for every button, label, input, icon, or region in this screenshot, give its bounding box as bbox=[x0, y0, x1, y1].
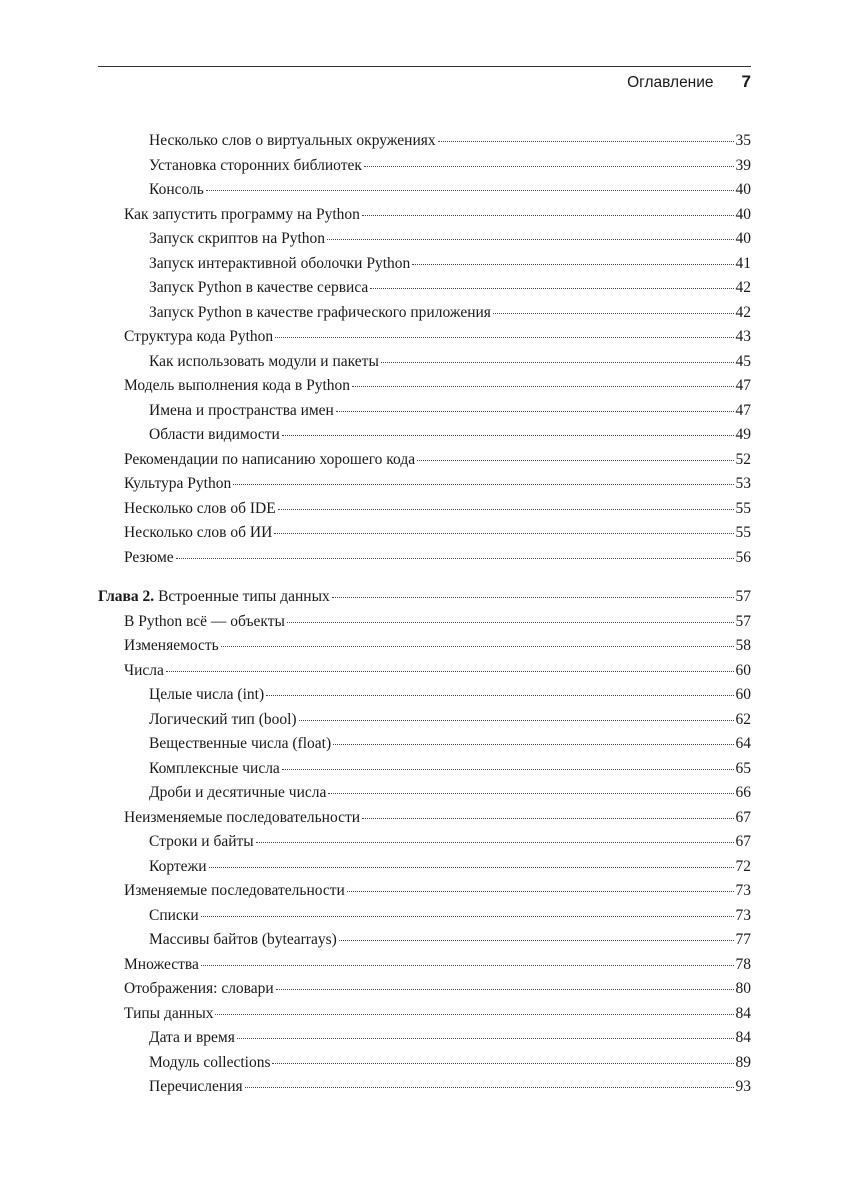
toc-entry-label: Перечисления bbox=[149, 1078, 243, 1095]
toc-entry bbox=[124, 522, 751, 544]
dot-leader bbox=[245, 1087, 734, 1088]
toc-entry bbox=[124, 807, 751, 829]
toc-entry-page: 66 bbox=[735, 784, 751, 801]
toc-entry bbox=[149, 1027, 751, 1049]
toc-entry-label: Культура Python bbox=[124, 475, 232, 492]
dot-leader bbox=[215, 1014, 733, 1015]
toc-entry-page: 93 bbox=[735, 1078, 751, 1095]
toc-entry bbox=[149, 709, 751, 731]
dot-leader bbox=[493, 313, 734, 314]
dot-leader bbox=[332, 597, 734, 598]
dot-leader bbox=[299, 720, 734, 721]
toc-entry bbox=[149, 351, 751, 373]
toc-entry-page: 72 bbox=[735, 857, 751, 875]
toc-entry-page: 57 bbox=[735, 612, 751, 630]
toc-entry bbox=[124, 375, 751, 397]
toc-entry-page: 35 bbox=[735, 132, 751, 149]
dot-leader bbox=[339, 940, 734, 941]
toc-entry bbox=[124, 660, 751, 682]
toc-entry bbox=[124, 473, 751, 495]
toc-entry-page: 84 bbox=[735, 1029, 751, 1046]
toc-entry bbox=[124, 880, 751, 902]
toc-entry-label: Модуль collections bbox=[149, 1053, 271, 1071]
toc-entry-label: В Python всё — объекты bbox=[124, 612, 285, 630]
dot-leader bbox=[347, 891, 734, 892]
toc-entry-label: Комплексные числа bbox=[149, 759, 280, 777]
toc-entry-label: Отображения: словари bbox=[124, 980, 274, 997]
toc-entry bbox=[149, 856, 751, 878]
chapter-title: Встроенные типы данных bbox=[158, 588, 330, 605]
toc-entry-page: 42 bbox=[735, 303, 751, 321]
page-number: 7 bbox=[741, 72, 751, 91]
dot-leader bbox=[266, 695, 733, 696]
toc-entry-page: 52 bbox=[735, 450, 751, 468]
dot-leader bbox=[206, 190, 734, 191]
dot-leader bbox=[333, 744, 733, 745]
toc-entry-label: Массивы байтов (bytearrays) bbox=[149, 931, 337, 948]
toc-entry bbox=[149, 228, 751, 250]
toc-entry-page: 60 bbox=[735, 686, 751, 703]
dot-leader bbox=[233, 484, 733, 485]
toc-entry bbox=[124, 635, 751, 657]
toc-entry-label: Изменяемость bbox=[124, 637, 219, 654]
toc-entry bbox=[149, 684, 751, 706]
toc-entry-label: Несколько слов об IDE bbox=[124, 499, 276, 517]
toc-entry-page: 67 bbox=[735, 833, 751, 850]
toc-entry bbox=[149, 302, 751, 324]
toc-entry-page: 78 bbox=[735, 955, 751, 973]
toc-entry bbox=[124, 449, 751, 471]
toc-entry bbox=[149, 831, 751, 853]
toc-entry bbox=[149, 130, 751, 152]
toc-entry-label: Области видимости bbox=[149, 426, 280, 443]
toc-entry-page: 47 bbox=[735, 401, 751, 419]
dot-leader bbox=[352, 386, 733, 387]
dot-leader bbox=[336, 411, 734, 412]
toc-entry-page: 67 bbox=[735, 808, 751, 826]
toc-entry-label: Дата и время bbox=[149, 1029, 235, 1046]
toc-entry-label: Запуск Python в качестве сервиса bbox=[149, 279, 369, 296]
toc-entry-page: 73 bbox=[735, 882, 751, 899]
chapter-prefix: Глава 2. bbox=[98, 588, 155, 605]
toc-entry-page: 84 bbox=[735, 1004, 751, 1022]
toc-entry-page: 55 bbox=[735, 524, 751, 541]
toc-entry bbox=[124, 547, 751, 569]
dot-leader bbox=[438, 141, 734, 142]
dot-leader bbox=[381, 362, 734, 363]
toc-entry-page: 53 bbox=[735, 475, 751, 492]
toc-entry bbox=[149, 424, 751, 446]
toc-entry-label: Рекомендации по написанию хорошего кода bbox=[124, 450, 416, 468]
dot-leader bbox=[176, 558, 734, 559]
toc-entry-label: Имена и пространства имен bbox=[149, 401, 334, 419]
toc-entry bbox=[149, 1052, 751, 1074]
toc-entry bbox=[124, 954, 751, 976]
dot-leader bbox=[282, 435, 734, 436]
toc-entry-page: 43 bbox=[735, 328, 751, 345]
dot-leader bbox=[327, 239, 733, 240]
running-head-title: Оглавление bbox=[627, 74, 714, 91]
toc-entry-label: Целые числа (int) bbox=[149, 686, 265, 703]
toc-entry-label: Несколько слов об ИИ bbox=[124, 524, 273, 541]
toc-entry-page: 56 bbox=[735, 548, 751, 566]
toc-entry-label: Логический тип (bool) bbox=[149, 710, 297, 728]
toc-entry-page: 40 bbox=[735, 181, 751, 198]
dot-leader bbox=[362, 215, 734, 216]
toc-entry bbox=[149, 400, 751, 422]
dot-leader bbox=[328, 793, 733, 794]
dot-leader bbox=[370, 288, 733, 289]
toc-entry-label: Неизменяемые последовательности bbox=[124, 808, 361, 826]
toc-entry-label: Модель выполнения кода в Python bbox=[124, 377, 351, 394]
toc-entry-label: Как запустить программу на Python bbox=[124, 205, 360, 223]
toc-entry-page: 47 bbox=[735, 377, 751, 394]
toc-entry-label: Запуск скриптов на Python bbox=[149, 230, 326, 247]
dot-leader bbox=[221, 646, 734, 647]
toc-entry-page: 40 bbox=[735, 230, 751, 247]
toc-entry-page: 60 bbox=[735, 661, 751, 679]
toc-entry-page: 57 bbox=[735, 588, 751, 605]
toc-entry-label: Несколько слов о виртуальных окружениях bbox=[149, 132, 436, 149]
toc-chapter-entry bbox=[98, 586, 751, 608]
toc-entry bbox=[149, 1076, 751, 1098]
toc-entry-page: 42 bbox=[735, 279, 751, 296]
toc-entry bbox=[149, 782, 751, 804]
toc-entry-page: 40 bbox=[735, 205, 751, 223]
dot-leader bbox=[166, 671, 734, 672]
dot-leader bbox=[237, 1038, 734, 1039]
toc-entry-label: Вещественные числа (float) bbox=[149, 735, 332, 752]
dot-leader bbox=[276, 989, 734, 990]
toc-entry-page: 45 bbox=[735, 352, 751, 370]
toc-entry bbox=[124, 611, 751, 633]
toc-entry bbox=[149, 155, 751, 177]
dot-leader bbox=[278, 509, 734, 510]
dot-leader bbox=[256, 842, 734, 843]
toc-entry-page: 89 bbox=[735, 1053, 751, 1071]
toc-entry-page: 41 bbox=[735, 254, 751, 272]
dot-leader bbox=[275, 337, 733, 338]
dot-leader bbox=[272, 1063, 733, 1064]
toc-entry-page: 62 bbox=[735, 710, 751, 728]
toc-entry-label: Дроби и десятичные числа bbox=[149, 784, 327, 801]
toc-entry bbox=[149, 277, 751, 299]
toc-entry bbox=[124, 204, 751, 226]
toc-entry-label: Списки bbox=[149, 906, 199, 924]
dot-leader bbox=[274, 533, 733, 534]
dot-leader bbox=[412, 264, 733, 265]
dot-leader bbox=[287, 622, 734, 623]
toc-entry-label: Запуск интерактивной оболочки Python bbox=[149, 254, 411, 272]
toc-entry bbox=[149, 929, 751, 951]
toc-entry-page: 73 bbox=[735, 906, 751, 924]
toc-entry-label: Запуск Python в качестве графического приложения bbox=[149, 303, 491, 321]
toc-entry bbox=[149, 733, 751, 755]
toc-entry-label bbox=[98, 586, 330, 608]
toc-entry bbox=[149, 905, 751, 927]
toc-entry-label: Числа bbox=[124, 661, 164, 679]
toc-entry bbox=[124, 978, 751, 1000]
dot-leader bbox=[364, 166, 734, 167]
toc-entry-label: Кортежи bbox=[149, 857, 207, 875]
toc-entry-page: 65 bbox=[735, 759, 751, 777]
toc-entry bbox=[124, 498, 751, 520]
toc-entry-label: Как использовать модули и пакеты bbox=[149, 352, 379, 370]
dot-leader bbox=[201, 916, 734, 917]
toc-entry-label: Изменяемые последовательности bbox=[124, 882, 345, 899]
dot-leader bbox=[282, 769, 734, 770]
dot-leader bbox=[209, 867, 734, 868]
toc-entry-label: Установка сторонних библиотек bbox=[149, 156, 362, 174]
toc-entry-label: Резюме bbox=[124, 548, 174, 566]
toc-entry-label: Структура кода Python bbox=[124, 328, 274, 345]
toc-entry-label: Строки и байты bbox=[149, 833, 254, 850]
dot-leader bbox=[417, 460, 733, 461]
toc-entry-page: 58 bbox=[735, 637, 751, 654]
toc-entry-page: 80 bbox=[735, 980, 751, 997]
running-head bbox=[627, 72, 751, 92]
toc-entry bbox=[124, 1003, 751, 1025]
toc-entry-page: 55 bbox=[735, 499, 751, 517]
toc-entry bbox=[149, 179, 751, 201]
header-rule bbox=[98, 66, 751, 67]
toc-entry bbox=[149, 758, 751, 780]
dot-leader bbox=[362, 818, 733, 819]
toc-entry bbox=[124, 326, 751, 348]
toc-entry bbox=[149, 253, 751, 275]
toc-entry-label: Типы данных bbox=[124, 1004, 214, 1022]
dot-leader bbox=[201, 965, 734, 966]
toc-entry-page: 64 bbox=[735, 735, 751, 752]
toc-entry-page: 77 bbox=[735, 931, 751, 948]
toc-entry-page: 39 bbox=[735, 156, 751, 174]
toc-entry-label: Множества bbox=[124, 955, 199, 973]
toc-entry-page: 49 bbox=[735, 426, 751, 443]
toc-entry-label: Консоль bbox=[149, 181, 204, 198]
